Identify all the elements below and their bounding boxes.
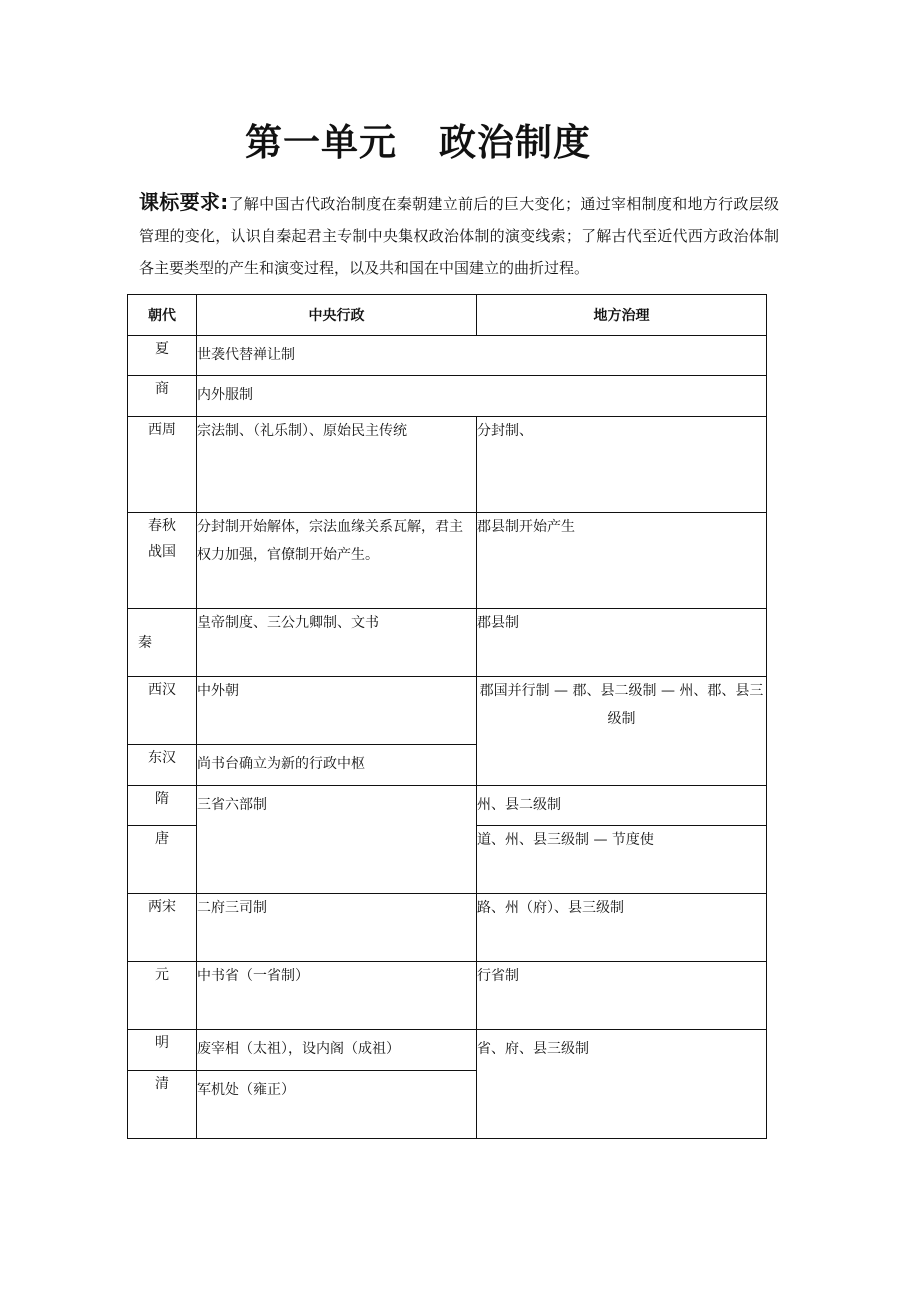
header-dynasty: 朝代: [128, 295, 197, 336]
central-cell: 中书省（一省制）: [197, 962, 477, 1030]
content-cell: 内外服制: [197, 376, 767, 417]
table-header-row: [128, 295, 767, 336]
table-row: [128, 1030, 767, 1071]
table-row: [128, 786, 767, 826]
local-cell: 路、州（府）、县三级制: [477, 894, 767, 962]
central-cell: 分封制开始解体，宗法血缘关系瓦解，君主权力加强，官僚制开始产生。: [197, 513, 477, 609]
page-title: 第一单元 政治制度: [245, 121, 591, 164]
table-row: [128, 417, 767, 513]
central-cell: 军机处（雍正）: [197, 1071, 477, 1139]
local-cell: 分封制、: [477, 417, 767, 513]
table-row: [128, 609, 767, 677]
central-cell: 二府三司制: [197, 894, 477, 962]
requirement-text: 了解中国古代政治制度在秦朝建立前后的巨大变化；通过宰相制度和地方行政层级管理的变化，认识自秦起君主专制中央集权政治体制的演变线索；了解古代至近代西方政治体制各主要类型的产生和演变过程，以及共和国在中国建立的曲折过程。: [139, 195, 779, 277]
dynasty-cell: 隋: [128, 786, 197, 826]
table-row: [128, 336, 767, 376]
dynasty-cell: 秦: [128, 609, 197, 677]
table-row: [128, 376, 767, 417]
dynasty-cell: 清: [128, 1071, 197, 1139]
header-central: 中央行政: [197, 295, 477, 336]
central-cell: 三省六部制: [197, 786, 477, 894]
dynasty-cell: 西周: [128, 417, 197, 513]
dynasty-cell: 两宋: [128, 894, 197, 962]
curriculum-requirement: [139, 186, 779, 284]
dynasty-cell: 春秋 战国: [128, 513, 197, 609]
dynasty-cell: 西汉: [128, 677, 197, 745]
local-cell: 行省制: [477, 962, 767, 1030]
central-cell: 中外朝: [197, 677, 477, 745]
local-cell: 道、州、县三级制 — 节度使: [477, 826, 767, 894]
table-row: [128, 677, 767, 745]
requirement-label: 课标要求:: [139, 190, 229, 214]
content-cell: 世袭代替禅让制: [197, 336, 767, 376]
local-cell: 郡县制开始产生: [477, 513, 767, 609]
dynasty-cell: 元: [128, 962, 197, 1030]
local-cell: 省、府、县三级制: [477, 1030, 767, 1139]
table-row: [128, 962, 767, 1030]
local-cell: 州、县二级制: [477, 786, 767, 826]
political-system-table: [127, 294, 767, 1139]
central-cell: 宗法制、（礼乐制）、原始民主传统: [197, 417, 477, 513]
table-row: [128, 894, 767, 962]
dynasty-cell: 东汉: [128, 745, 197, 786]
dynasty-cell: 夏: [128, 336, 197, 376]
dynasty-cell: 唐: [128, 826, 197, 894]
dynasty-cell: 明: [128, 1030, 197, 1071]
local-cell: 郡县制: [477, 609, 767, 677]
central-cell: 尚书台确立为新的行政中枢: [197, 745, 477, 786]
central-cell: 皇帝制度、三公九卿制、文书: [197, 609, 477, 677]
local-cell: 郡国并行制 — 郡、县二级制 — 州、郡、县三级制: [477, 677, 767, 786]
table-row: [128, 513, 767, 609]
dynasty-cell: 商: [128, 376, 197, 417]
central-cell: 废宰相（太祖），设内阁（成祖）: [197, 1030, 477, 1071]
header-local: 地方治理: [477, 295, 767, 336]
